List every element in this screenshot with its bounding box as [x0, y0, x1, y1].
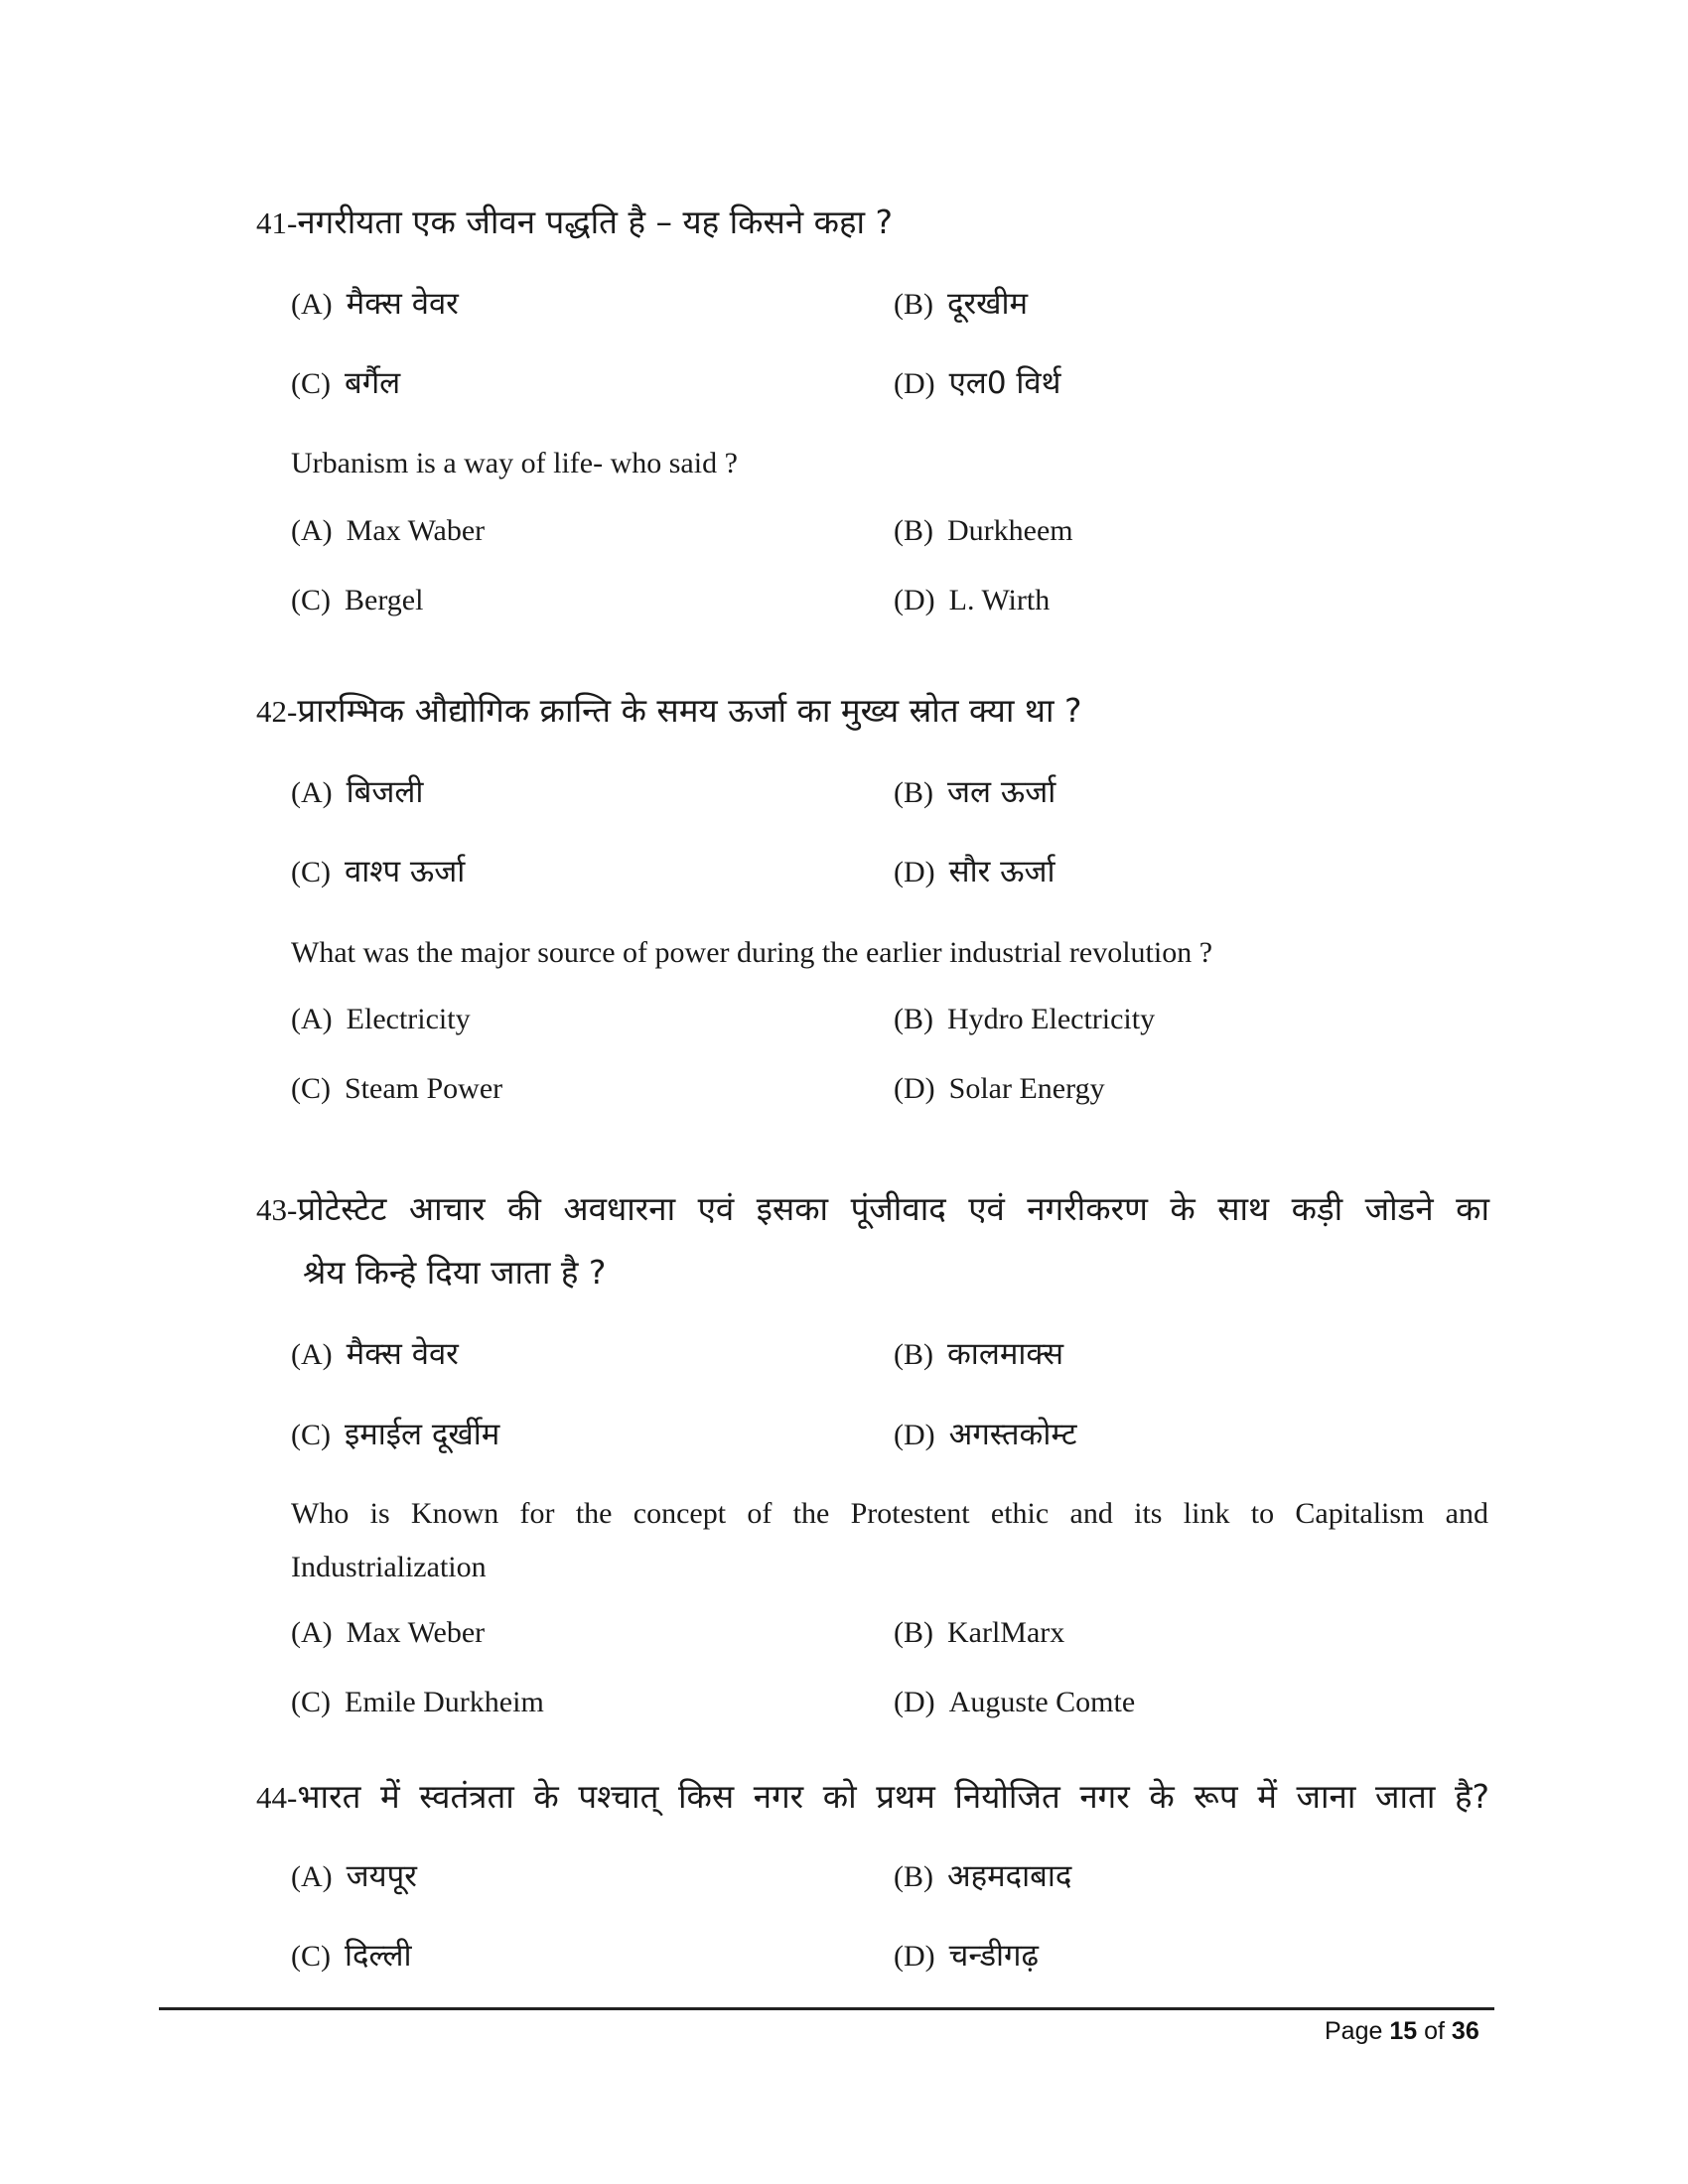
- option-a: [291, 770, 423, 815]
- option-label: (B): [894, 288, 933, 321]
- question-43-hindi-line2: श्रेय किन्हे दिया जाता है ?: [303, 1253, 607, 1292]
- option-label: (A): [291, 514, 333, 547]
- question-43-english-line2: Industrialization: [291, 1551, 487, 1583]
- option-label: (C): [291, 1686, 331, 1718]
- option-b: [894, 282, 1028, 327]
- option-b: [894, 1854, 1071, 1899]
- option-text: इमाईल दूर्खीम: [345, 1417, 500, 1452]
- option-text: दूरखीम: [947, 286, 1029, 322]
- question-number: 43-: [256, 1192, 298, 1227]
- option-text: दिल्ली: [345, 1938, 412, 1974]
- option-c: [291, 1413, 499, 1457]
- option-label: (C): [291, 856, 331, 888]
- question-43-hindi-line1: [256, 1187, 1489, 1232]
- option-text: बिजली: [346, 774, 424, 810]
- option-a-en: [291, 508, 485, 553]
- option-a-en: [291, 997, 471, 1041]
- option-label: (A): [291, 1616, 333, 1649]
- option-b: [894, 1332, 1063, 1377]
- question-41-english: Urbanism is a way of life- who said ?: [291, 447, 738, 479]
- option-text: Durkheem: [947, 514, 1073, 547]
- option-label: (D): [894, 1686, 935, 1718]
- option-label: (D): [894, 1419, 935, 1451]
- of-word: of: [1424, 2017, 1445, 2045]
- option-text: एल0 विर्थ: [948, 365, 1061, 401]
- option-label: (C): [291, 1072, 331, 1105]
- option-d: [894, 1934, 1039, 1979]
- option-text: मैक्स वेवर: [346, 1336, 459, 1372]
- option-text: Bergel: [345, 584, 424, 616]
- option-label: (D): [894, 1072, 935, 1105]
- question-42-hindi: [256, 689, 1082, 734]
- page-word: Page: [1325, 2017, 1383, 2045]
- question-text: प्रोटेस्टेट आचार की अवधारना एवं इसका पूंजीवाद एवं नगरीकरण के साथ कड़ी जोडने का: [297, 1189, 1489, 1228]
- option-a-en: [291, 1610, 485, 1655]
- option-label: (D): [894, 1940, 935, 1973]
- option-b-en: [894, 1610, 1064, 1655]
- question-43-english-line1: Who is Known for the concept of the Protestent ethic and its link to Capitalism and: [291, 1497, 1488, 1530]
- page-number: [1325, 2013, 1479, 2049]
- option-label: (B): [894, 1860, 933, 1893]
- question-41-hindi: [256, 201, 893, 245]
- option-c-en: [291, 1066, 502, 1111]
- question-number: 42-: [256, 694, 298, 729]
- option-label: (A): [291, 1338, 333, 1371]
- option-text: L. Wirth: [948, 584, 1051, 616]
- option-text: Max Waber: [346, 514, 486, 547]
- question-text: नगरीयता एक जीवन पद्धति है – यह किसने कहा ?: [297, 203, 894, 241]
- option-label: (B): [894, 1338, 933, 1371]
- option-a: [291, 282, 459, 327]
- option-d-en: [894, 578, 1050, 622]
- option-c: [291, 1934, 412, 1979]
- option-text: Steam Power: [345, 1072, 503, 1105]
- option-b-en: [894, 508, 1073, 553]
- option-text: सौर ऊर्जा: [948, 854, 1055, 889]
- total-pages: 36: [1451, 2017, 1479, 2045]
- option-label: (D): [894, 367, 935, 400]
- option-label: (D): [894, 856, 935, 888]
- option-b: [894, 770, 1055, 815]
- option-label: (D): [894, 584, 935, 616]
- option-text: बर्गैल: [345, 365, 401, 401]
- option-label: (A): [291, 776, 333, 809]
- option-c-en: [291, 578, 423, 622]
- option-label: (A): [291, 288, 333, 321]
- option-label: (C): [291, 367, 331, 400]
- option-text: Solar Energy: [948, 1072, 1105, 1105]
- option-label: (B): [894, 776, 933, 809]
- option-text: KarlMarx: [947, 1616, 1065, 1649]
- option-d-en: [894, 1680, 1135, 1724]
- option-a: [291, 1854, 417, 1899]
- option-label: (A): [291, 1003, 333, 1035]
- option-text: Max Weber: [346, 1616, 486, 1649]
- option-text: जयपूर: [346, 1858, 417, 1894]
- option-d: [894, 1413, 1077, 1457]
- option-b-en: [894, 997, 1155, 1041]
- option-d: [894, 361, 1060, 406]
- footer-divider: [159, 2007, 1494, 2010]
- option-text: जल ऊर्जा: [947, 774, 1056, 810]
- option-label: (B): [894, 514, 933, 547]
- current-page: 15: [1389, 2017, 1418, 2045]
- question-44-hindi: [256, 1775, 1489, 1820]
- option-d-en: [894, 1066, 1105, 1111]
- option-label: (C): [291, 584, 331, 616]
- question-text: भारत में स्वतंत्रता के पश्चात् किस नगर को प्रथम नियोजित नगर के रूप में जाना जाता है?: [297, 1777, 1489, 1816]
- option-label: (B): [894, 1003, 933, 1035]
- question-number: 44-: [256, 1780, 298, 1815]
- option-text: Hydro Electricity: [947, 1003, 1156, 1035]
- option-label: (C): [291, 1940, 331, 1973]
- option-label: (B): [894, 1616, 933, 1649]
- option-text: Auguste Comte: [948, 1686, 1136, 1718]
- option-label: (C): [291, 1419, 331, 1451]
- option-text: मैक्स वेवर: [346, 286, 459, 322]
- option-text: अगस्तकोम्ट: [948, 1417, 1077, 1452]
- option-text: Emile Durkheim: [345, 1686, 544, 1718]
- question-42-english: What was the major source of power during the earlier industrial revolution ?: [291, 936, 1213, 969]
- option-a: [291, 1332, 459, 1377]
- option-text: Electricity: [346, 1003, 471, 1035]
- option-text: वाश्प ऊर्जा: [345, 854, 466, 889]
- question-number: 41-: [256, 205, 298, 240]
- option-text: चन्डीगढ़: [948, 1938, 1039, 1974]
- option-label: (A): [291, 1860, 333, 1893]
- question-text: प्रारम्भिक औद्योगिक क्रान्ति के समय ऊर्जा का मुख्य स्रोत क्या था ?: [297, 691, 1082, 730]
- option-c: [291, 361, 400, 406]
- option-d: [894, 850, 1055, 894]
- option-text: अहमदाबाद: [947, 1858, 1072, 1894]
- option-c: [291, 850, 465, 894]
- option-text: कालमाक्स: [947, 1336, 1064, 1372]
- option-c-en: [291, 1680, 544, 1724]
